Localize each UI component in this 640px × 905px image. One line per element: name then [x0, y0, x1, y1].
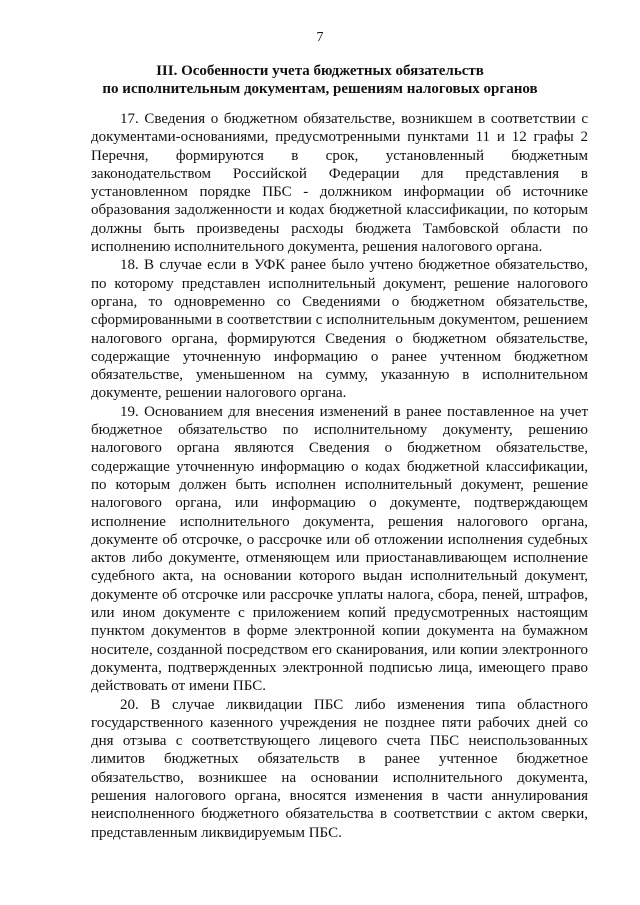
paragraph-20: 20. В случае ликвидации ПБС либо изменения типа областного государственного казенного учреждения не позднее пяти рабочих дней со дня отзыва с соответствующего лицевого счета ПБС неиспользованных лимитов бюджетных обязательств в ранее учтенное бюджетное обязательство, возникшее на основании исполнительного документа, решения налогового органа, вносятся изменения в части аннулирования неисполненного бюджетного обязательства в соответствии с актом сверки, представленным ликвидируемым ПБС. — [91, 696, 588, 841]
section-title-line-2: по исполнительным документам, решениям налоговых органов — [102, 81, 538, 97]
paragraph-18: 18. В случае если в УФК ранее было учтено бюджетное обязательство, по которому представлен исполнительный документ, решение налогового органа, то одновременно со Сведениями о бюджетном обязательстве, сформированными в соответствии с исполнительным документом, решением налогового органа, формируются Сведения о бюджетном обязательстве, содержащие уточненную информацию о ранее учтенном бюджетном обязательстве, уменьшенном на сумму, указанную в исполнительном документе, решении налогового органа. — [91, 257, 588, 402]
page-number: 7 — [316, 30, 324, 45]
section-title — [60, 62, 580, 98]
document-body — [91, 110, 588, 842]
section-title-line-1: III. Особенности учета бюджетных обязательств — [156, 63, 484, 79]
paragraph-19: 19. Основанием для внесения изменений в ранее поставленное на учет бюджетное обязательство по исполнительному документу, решению налогового органа являются Сведения о бюджетном обязательстве, содержащие уточненную информацию о кодах бюджетной классификации, по которым должен быть исполнен исполнительный документ, решение налогового органа, или информацию о документе, подтверждающем исполнение исполнительного документа, решения налогового органа, документе об отсрочке, о рассрочке или об отложении исполнения судебных актов либо документе, отменяющем или приостанавливающем исполнение судебного акта, на основании которого выдан исполнительный документ, документе об отсрочке или рассрочке уплаты налога, сбора, пеней, штрафов, или ином документе с приложением копий предусмотренных настоящим пунктом документов в форме электронной копии документа на бумажном носителе, созданной посредством его сканирования, или копии электронного документа, подтвержденных электронной подписью лица, имеющего право действовать от имени ПБС. — [91, 403, 588, 695]
paragraph-17: 17. Сведения о бюджетном обязательстве, возникшем в соответствии с документами-основаниями, предусмотренными пунктами 11 и 12 графы 2 Перечня, формируются в срок, установленный бюджетным законодательством Российской Федерации для представления в установленном порядке ПБС - должником информации об источнике образования задолженности и кодах бюджетной классификации, по которым должны быть произведены расходы бюджета Тамбовской области по исполнению исполнительного документа, решения налогового органа. — [91, 111, 588, 256]
